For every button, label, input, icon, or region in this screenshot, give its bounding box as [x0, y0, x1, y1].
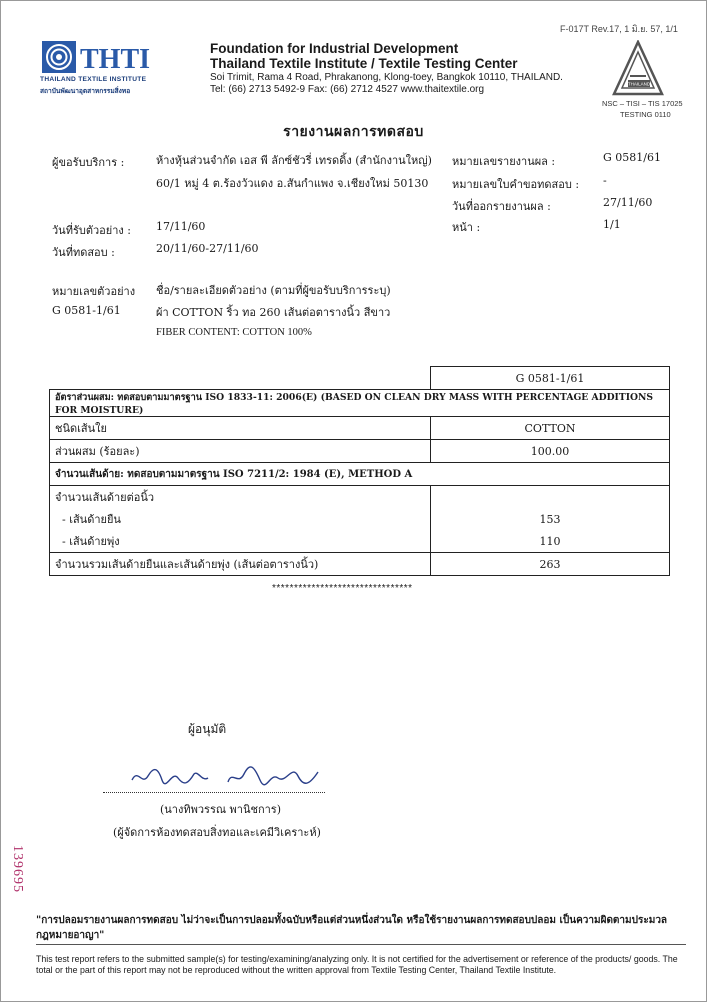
table-row [50, 417, 670, 440]
issue-date-label: วันที่ออกรายงานผล : [452, 200, 551, 213]
table-row [50, 463, 670, 486]
logo-subtitle-en: THAILAND TEXTILE INSTITUTE [40, 76, 147, 83]
sample-desc-label: ชื่อ/รายละเอียดตัวอย่าง (ตามที่ผู้ขอรับบริการระบุ) [156, 284, 391, 297]
table-row [50, 440, 670, 463]
signature-icon [128, 758, 328, 792]
sample-column-header: G 0581-1/61 [431, 367, 670, 390]
tested-date-label: วันที่ทดสอบ : [52, 246, 115, 259]
fiber-type-label: ชนิดเส้นใย [50, 417, 431, 440]
nac-triangle-icon [608, 40, 680, 98]
org-address: Soi Trimit, Rama 4 Road, Phrakanong, Klong-toey, Bangkok 10110, THAILAND. [210, 72, 563, 83]
customer-label: ผู้ขอรับบริการ : [52, 156, 125, 169]
approver-position: (ผู้จัดการห้องทดสอบสิ่งทอและเคมีวิเคราะห์) [113, 826, 321, 839]
customer-name: ห้างหุ้นส่วนจำกัด เอส พี ลักซ์ชัวรี่ เทรดดิ้ง (สำนักงานใหญ่) [156, 154, 432, 167]
thread-count-method-row: จำนวนเส้นด้าย: ทดสอบตามมาตรฐาน ISO 7211/2: 1984 (E), METHOD A [50, 463, 670, 486]
footer-divider [36, 944, 686, 945]
issue-date: 27/11/60 [603, 196, 653, 209]
blend-label: ส่วนผสม (ร้อยละ) [50, 440, 431, 463]
fiber-content: FIBER CONTENT: COTTON 100% [156, 327, 312, 338]
signature-line [103, 792, 325, 793]
accreditation-line1: NSC – TISI – TIS 17025 [602, 99, 683, 108]
footer-disclaimer: This test report refers to the submitted sample(s) for testing/examining/analyzing only. It is not certified for the advertisement or reference of the products/ goods. The total or the part of this report may not be reproduced without the written approval from Textile Testing Center, Thailand Textile Institute. [36, 954, 678, 975]
results-table [49, 366, 670, 576]
logo-text: THTI [80, 44, 151, 75]
weft-label: - เส้นด้ายพุ่ง [50, 530, 431, 553]
thti-logo [40, 40, 158, 96]
request-number-label: หมายเลขใบคำขอทดสอบ : [452, 178, 580, 191]
approver-label: ผู้อนุมัติ [188, 722, 227, 736]
table-row [50, 530, 670, 553]
form-code: F-017T Rev.17, 1 มิ.ย. 57, 1/1 [560, 24, 678, 34]
serial-number: 139695 [10, 845, 25, 893]
thread-count-label: จำนวนเส้นด้ายต่อนิ้ว [50, 486, 431, 509]
accreditation-line2: TESTING 0110 [620, 110, 671, 119]
customer-address: 60/1 หมู่ 4 ต.ร้องวัวแดง อ.สันกำแพง จ.เชียงใหม่ 50130 [156, 177, 429, 190]
total-count-label: จำนวนรวมเส้นด้ายยืนและเส้นด้ายพุ่ง (เส้นต่อตารางนิ้ว) [50, 553, 431, 576]
table-row [50, 390, 670, 417]
org-contact: Tel: (66) 2713 5492-9 Fax: (66) 2712 4527 www.thaitextile.org [210, 84, 485, 95]
table-row [50, 508, 670, 530]
fiber-type-value: COTTON [431, 417, 670, 440]
warp-value: 153 [431, 508, 670, 530]
blend-value: 100.00 [431, 440, 670, 463]
sample-id-label: หมายเลขตัวอย่าง [52, 285, 136, 298]
page-number: 1/1 [603, 218, 621, 231]
tested-date: 20/11/60-27/11/60 [156, 242, 259, 255]
accreditation-mark [608, 40, 680, 120]
total-count-value: 263 [431, 553, 670, 576]
sample-id: G 0581-1/61 [52, 304, 121, 317]
composition-method-row: อัตราส่วนผสม: ทดสอบตามมาตรฐาน ISO 1833-11: 2006(E) (BASED ON CLEAN DRY MASS WITH PERCENTAGE ADDITIONS FOR MOISTURE) [50, 390, 670, 417]
report-number-label: หมายเลขรายงานผล : [452, 155, 556, 168]
nac-mark-text: THAILAND [627, 81, 651, 87]
page-label: หน้า : [452, 221, 481, 234]
request-number: - [603, 174, 607, 187]
report-number: G 0581/61 [603, 151, 661, 164]
logo-subtitle-th: สถาบันพัฒนาอุตสาหกรรมสิ่งทอ [40, 88, 131, 95]
weft-value: 110 [431, 530, 670, 553]
warp-label: - เส้นด้ายยืน [50, 508, 431, 530]
forgery-warning: "การปลอมรายงานผลการทดสอบ ไม่ว่าจะเป็นการปลอมทั้งฉบับหรือแต่ส่วนหนึ่งส่วนใด หรือใช้รายงานผลการทดสอบปลอม เป็นความผิดตามประมวลกฎหมายอาญา" [36, 915, 668, 941]
report-title: รายงานผลการทดสอบ [283, 124, 424, 140]
sample-desc: ผ้า COTTON ริ้ว ทอ 260 เส้นต่อตารางนิ้ว สีขาว [156, 306, 391, 319]
approver-name: (นางทิพวรรณ พานิชการ) [160, 803, 282, 816]
org-name-line1: Foundation for Industrial Development [210, 41, 459, 56]
table-row [50, 367, 670, 390]
received-date: 17/11/60 [156, 220, 206, 233]
received-date-label: วันที่รับตัวอย่าง : [52, 224, 131, 237]
table-row [50, 553, 670, 576]
table-row [50, 486, 670, 509]
end-of-results-marker: ******************************** [272, 583, 413, 594]
org-name-line2: Thailand Textile Institute / Textile Testing Center [210, 56, 518, 71]
signature [128, 758, 328, 792]
